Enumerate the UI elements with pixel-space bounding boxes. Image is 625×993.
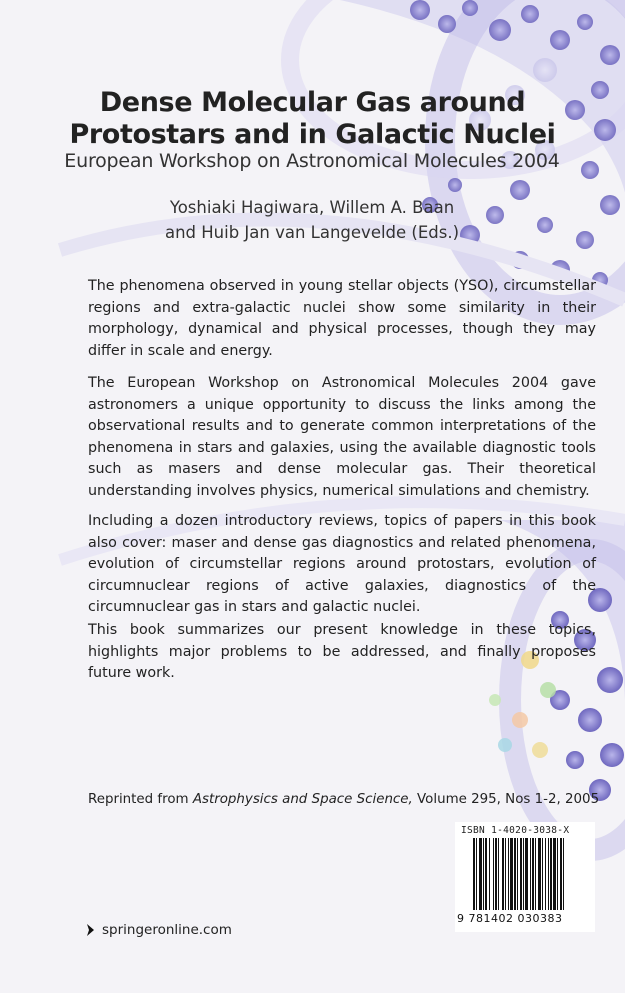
book-title-line-2: Protostars and in Galactic Nuclei xyxy=(69,119,556,150)
book-title-line-1: Dense Molecular Gas around xyxy=(99,87,526,118)
reprint-suffix: Volume 295, Nos 1-2, 2005 xyxy=(412,792,600,807)
reprint-note xyxy=(88,792,608,807)
isbn-label: ISBN 1-4020-3038-X xyxy=(461,825,570,836)
isbn-barcode xyxy=(455,822,595,932)
publisher-url[interactable]: springeronline.com xyxy=(102,922,232,938)
ean-digits: 9 781402 030383 xyxy=(457,912,563,925)
editors-line-2: and Huib Jan van Langevelde (Eds.) xyxy=(164,223,460,242)
publisher-link[interactable] xyxy=(86,922,232,938)
journal-name: Astrophysics and Space Science, xyxy=(192,792,413,807)
barcode-bars xyxy=(473,838,603,914)
chevron-right-icon xyxy=(86,923,96,937)
description-paragraph-3: Including a dozen introductory reviews, topics of papers in this book also cover: maser and dense gas diagnostics and related phenomena, evolution of circumstellar regions around protostars, evolution of circumnuclear regions of active galaxies, diagnostics of the circumnuclear gas in stars and galactic nuclei. xyxy=(88,513,596,615)
description-paragraph-4: This book summarizes our present knowledge in these topics, highlights major problems to be addressed, and finally proposes future work. xyxy=(88,622,596,681)
book-subtitle: European Workshop on Astronomical Molecules 2004 xyxy=(64,150,560,172)
editors-line-1: Yoshiaki Hagiwara, Willem A. Baan xyxy=(169,198,455,217)
reprint-prefix: Reprinted from xyxy=(88,792,193,807)
description-paragraph-1: The phenomena observed in young stellar objects (YSO), circumstellar regions and extra-galactic nuclei show some similarity in their morphology, dynamical and physical processes, though they may differ in scale and energy. xyxy=(88,278,596,359)
description-paragraph-2: The European Workshop on Astronomical Molecules 2004 gave astronomers a unique opportunity to discuss the links among the observational results and to generate common interpretations of the phenomena in stars and galaxies, using the available diagnostic tools such as masers and dense molecular gas. Their theoretical understanding involves physics, numerical simulations and chemistry. xyxy=(88,375,596,499)
